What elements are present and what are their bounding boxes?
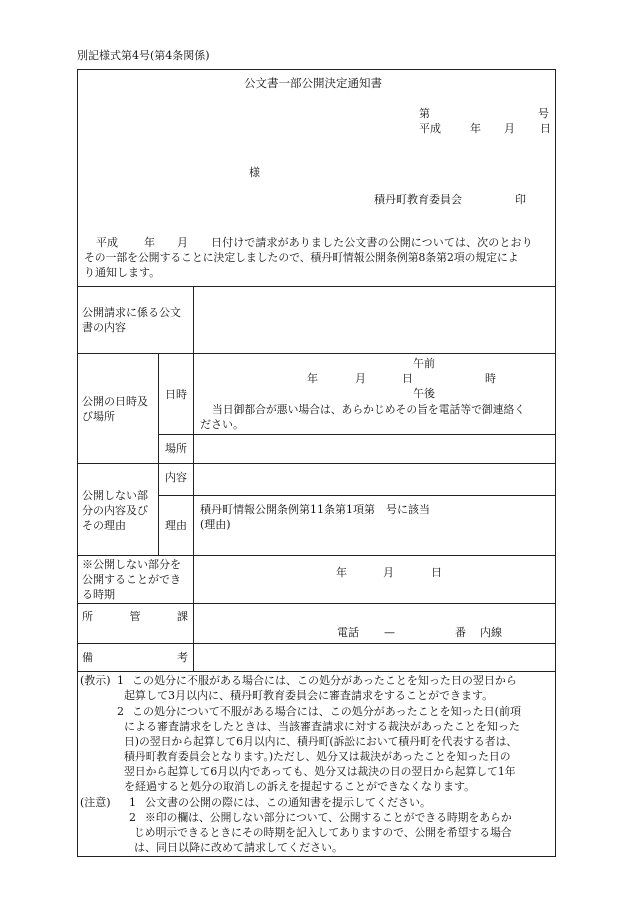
teaching-2-line-5: 翌日から起算して6月以内であっても、処分又は裁決の日の翌日から起算して1年	[124, 765, 516, 778]
remarks-label-char-1: 備	[82, 651, 93, 664]
teaching-heading: (教示)	[80, 674, 111, 687]
header-year: 年	[470, 122, 481, 135]
rule-after-future	[77, 603, 556, 604]
teaching-2-line-3: 日)の翌日から起算して6月以内に、積丹町(訴訟において積丹町を代表する者は、	[124, 735, 518, 748]
teaching-2-line-1: この処分について不服がある場合には、この処分があったことを知った日(前項	[132, 705, 521, 718]
datetime-year: 年	[307, 372, 318, 385]
future-label-line-1: ※公開しない部分を	[82, 558, 181, 571]
nondisclosed-reason-label: 理由	[165, 519, 187, 532]
future-day: 日	[431, 566, 442, 579]
body-line-1: 日付けで請求がありました公文書の公開については、次のとおり	[211, 236, 533, 249]
content-label-line-1: 公開請求に係る公文	[82, 306, 181, 319]
rule-after-content	[77, 353, 556, 354]
caution-2-number: 2	[129, 811, 136, 824]
nondisclosed-content-label: 内容	[165, 471, 187, 484]
place-label: 場所	[165, 442, 187, 455]
future-label-line-2: 公開することができ	[82, 573, 181, 586]
caution-heading: (注意)	[80, 796, 111, 809]
nondisclosed-label-line-3: その理由	[82, 519, 126, 532]
future-year: 年	[336, 566, 347, 579]
teaching-2-line-2: による審査請求をしたときは、当該審査請求に対する裁決があったことを知った	[124, 720, 520, 733]
rule-after-reason	[77, 555, 556, 556]
form-reference: 別記様式第4号(第4条関係)	[77, 49, 210, 62]
rule-datetime-place	[158, 434, 556, 435]
nondisclosed-label-line-1: 公開しない部	[82, 489, 148, 502]
future-label-line-3: る時期	[82, 588, 115, 601]
phone-extension: 内線	[480, 626, 502, 639]
reason-text-line-2: (理由)	[200, 518, 231, 531]
rule-sublabel-column	[158, 353, 159, 555]
header-era: 平成	[419, 122, 441, 135]
document-title: 公文書一部公開決定通知書	[244, 76, 382, 90]
dept-label-char-3: 課	[177, 610, 188, 623]
dept-label-char-2: 管	[129, 610, 141, 623]
rule-content-reason	[158, 495, 556, 496]
datetime-note-line-1: 当日御都合が悪い場合は、あらかじめその旨を電話等で御連絡く	[212, 403, 526, 416]
datetime-label: 日時	[165, 388, 187, 401]
doc-number-prefix: 第	[419, 107, 430, 120]
teaching-2-line-6: を経過すると処分の取消しの訴えを提起することができなくなります。	[124, 780, 476, 793]
remarks-label	[82, 651, 188, 665]
teaching-2-line-4: 積丹町教育委員会となります。)ただし、処分又は裁決があったことを知った日の	[124, 750, 511, 763]
nondisclosed-label-line-2: 分の内容及び	[82, 504, 148, 517]
addressee-honorific: 様	[249, 166, 260, 179]
rule-top-of-table	[77, 286, 556, 287]
caution-2-line-3: は、同日以降に改めて請求してください。	[134, 841, 343, 854]
body-line-2: その一部を公開することに決定しましたので、積丹町情報公開条例第8条第2項の規定によ	[84, 251, 519, 264]
future-month: 月	[383, 566, 394, 579]
caution-2-line-2: じめ明示できるときにその時期を記入してありますので、公開を希望する場合	[134, 826, 512, 839]
reason-text-line-1: 積丹町情報公開条例第11条第1項第 号に該当	[200, 503, 430, 516]
datetime-place-label-line-2: び場所	[82, 410, 115, 423]
datetime-hour: 時	[485, 372, 496, 385]
datetime-note-line-2: ださい。	[200, 418, 244, 431]
rule-after-dept	[77, 643, 556, 644]
datetime-am: 午前	[413, 357, 435, 370]
body-month: 月	[177, 236, 188, 249]
rule-after-place	[77, 463, 556, 464]
caution-1-line-1: 公文書の公開の際には、この通知書を提示してください。	[145, 796, 431, 809]
remarks-label-char-2: 考	[177, 651, 188, 664]
datetime-pm: 午後	[413, 387, 435, 400]
doc-number-suffix: 号	[538, 107, 549, 120]
datetime-month: 月	[355, 372, 366, 385]
phone-ban: 番	[455, 626, 466, 639]
datetime-place-label-line-1: 公開の日時及	[82, 395, 148, 408]
caution-2-line-1: ※印の欄は、公開しない部分について、公開することができる時期をあらか	[145, 811, 512, 824]
header-month: 月	[504, 122, 515, 135]
datetime-day: 日	[402, 372, 413, 385]
body-line-3: り通知します。	[84, 266, 161, 279]
phone-label: 電話	[337, 626, 359, 639]
rule-after-remarks	[77, 671, 556, 672]
teaching-2-number: 2	[117, 705, 124, 718]
header-day: 日	[540, 122, 551, 135]
body-era: 平成	[96, 236, 118, 249]
teaching-1-number: 1	[117, 674, 124, 687]
issuer-name: 積丹町教育委員会	[374, 193, 462, 206]
rule-label-column	[193, 286, 194, 671]
teaching-1-line-1: この処分に不服がある場合には、この処分があったことを知った日の翌日から	[132, 674, 517, 687]
dept-label	[82, 610, 188, 624]
content-label-line-2: 書の内容	[82, 321, 126, 334]
body-year: 年	[144, 236, 155, 249]
issuer-seal: 印	[515, 193, 526, 206]
caution-1-number: 1	[129, 796, 136, 809]
dept-label-char-1: 所	[82, 610, 93, 623]
teaching-1-line-2: 起算して3月以内に、積丹町教育委員会に審査請求をすることができます。	[124, 689, 494, 702]
phone-dash: —	[384, 626, 395, 639]
